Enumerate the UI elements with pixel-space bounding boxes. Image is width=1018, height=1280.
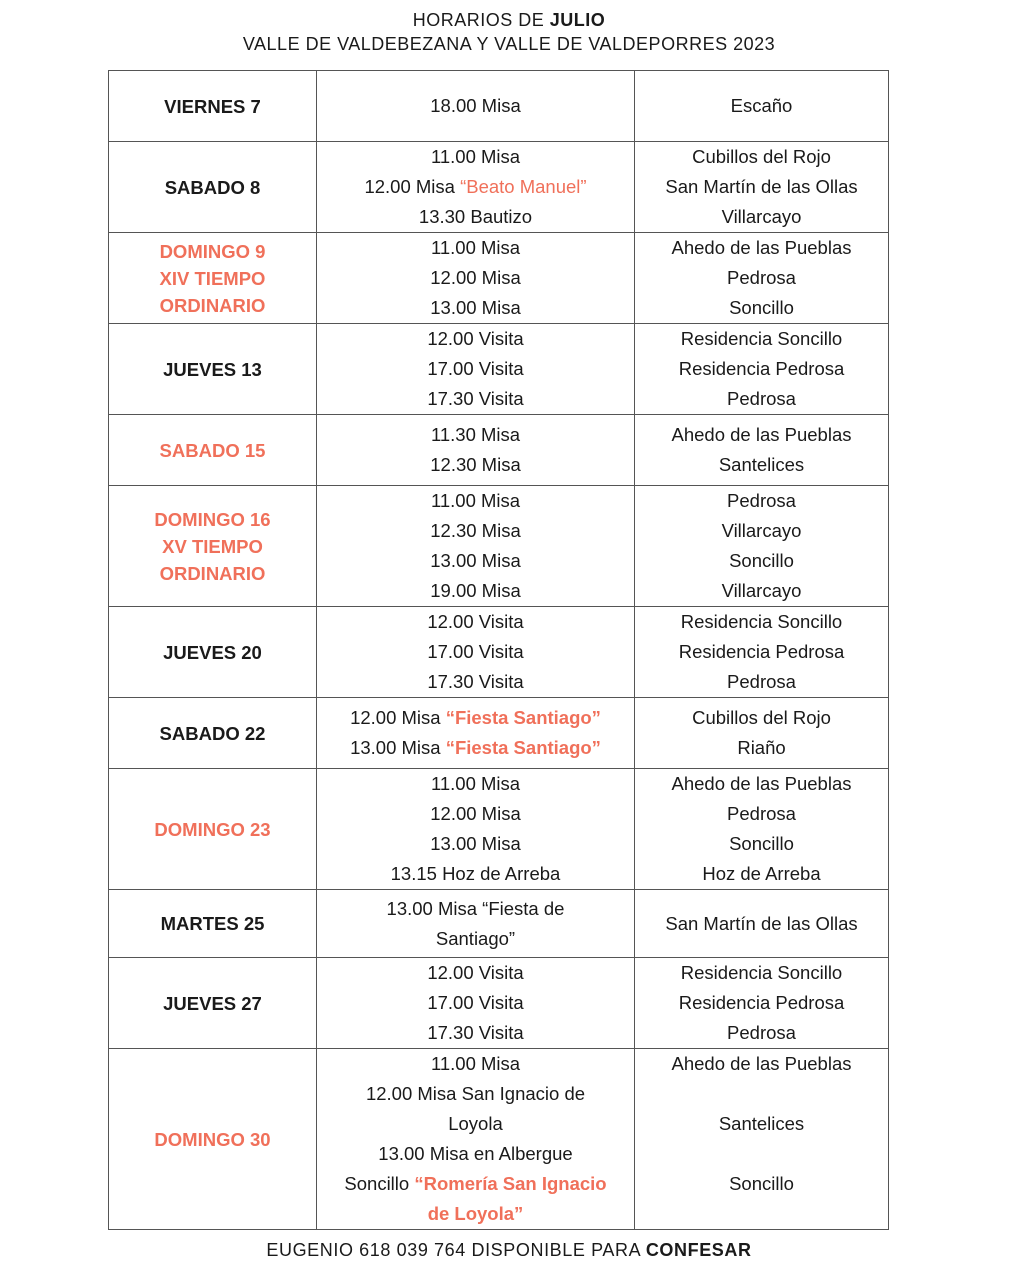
place-entry: Residencia Pedrosa	[678, 641, 845, 662]
place-entry: Pedrosa	[727, 490, 796, 511]
time-entry	[317, 172, 634, 202]
place-entry: Villarcayo	[721, 580, 802, 601]
place-entry: San Martín de las Ollas	[665, 176, 858, 197]
time-entry: 11.00 Misa	[430, 1053, 521, 1074]
day-label: SABADO 8	[164, 176, 261, 198]
time-entry: 13.00 Misa	[430, 550, 521, 571]
place-entry: Ahedo de las Pueblas	[671, 773, 852, 794]
place-entry: Pedrosa	[727, 671, 796, 692]
day-label: JUEVES 13	[163, 358, 262, 380]
place-entry: Pedrosa	[727, 388, 796, 409]
place-entry: Pedrosa	[727, 803, 796, 824]
table-row	[109, 1049, 889, 1230]
table-row	[109, 607, 889, 698]
table-row	[109, 958, 889, 1049]
time-entry	[317, 703, 634, 733]
day-label: DOMINGO 23	[154, 818, 271, 840]
table-row	[109, 71, 889, 142]
time-text: 12.00 Misa	[364, 176, 461, 197]
table-row	[109, 324, 889, 415]
table-row	[109, 486, 889, 607]
day-label: MARTES 25	[160, 913, 265, 934]
time-entry: 12.00 Misa	[430, 267, 521, 288]
time-entry: 11.30 Misa	[430, 424, 521, 445]
day-label: DOMINGO 9	[159, 240, 266, 262]
place-entry: San Martín de las Ollas	[665, 912, 858, 934]
time-entry: 13.00 Misa	[430, 297, 521, 318]
time-entry: 17.00 Visita	[427, 358, 524, 379]
header-line-2: VALLE DE VALDEBEZANA Y VALLE DE VALDEPORRES 2023	[242, 34, 776, 54]
time-entry: 19.00 Misa	[430, 580, 521, 601]
time-entry: 18.00 Misa	[430, 95, 521, 116]
event-highlight: “Fiesta Santiago”	[445, 707, 601, 728]
time-entry: Loyola	[448, 1113, 503, 1134]
event-highlight: “Beato Manuel”	[460, 176, 587, 197]
header-prefix: HORARIOS DE	[412, 10, 550, 30]
time-entry: 12.00 Visita	[427, 962, 524, 983]
table-row	[109, 415, 889, 486]
place-entry: Villarcayo	[721, 206, 802, 227]
event-highlight: de Loyola”	[427, 1203, 524, 1224]
day-label: JUEVES 27	[163, 992, 262, 1014]
time-entry: 12.00 Misa	[430, 803, 521, 824]
time-entry: 12.00 Visita	[427, 328, 524, 349]
time-entry: 11.00 Misa	[430, 773, 521, 794]
day-label: XIV TIEMPO	[159, 267, 266, 289]
event-highlight: “Romería San Ignacio	[414, 1173, 607, 1194]
day-label: XV TIEMPO	[162, 535, 263, 557]
time-entry: 17.00 Visita	[427, 641, 524, 662]
place-entry: Residencia Pedrosa	[678, 992, 845, 1013]
schedule-table	[108, 70, 889, 1230]
time-entry: 17.30 Visita	[427, 671, 524, 692]
place-entry: Soncillo	[729, 833, 794, 854]
footer-contact	[0, 1240, 1018, 1261]
time-entry: 13.00 Misa en Albergue	[378, 1143, 573, 1164]
table-row	[109, 233, 889, 324]
day-label: JUEVES 20	[163, 641, 262, 663]
time-entry: 12.30 Misa	[430, 520, 521, 541]
place-entry: Riaño	[737, 737, 786, 758]
footer-text: EUGENIO 618 039 764 DISPONIBLE PARA	[266, 1240, 646, 1260]
table-row	[109, 142, 889, 233]
time-entry: 17.30 Visita	[427, 388, 524, 409]
day-label: ORDINARIO	[159, 294, 266, 316]
time-text: Soncillo	[344, 1173, 415, 1194]
time-text: 13.00 Misa	[350, 737, 446, 758]
place-entry: Residencia Pedrosa	[678, 358, 845, 379]
time-entry: 13.15 Hoz de Arreba	[390, 863, 561, 884]
day-label: VIERNES 7	[164, 95, 261, 117]
place-entry: Pedrosa	[727, 1022, 796, 1043]
time-entry: 12.00 Visita	[427, 611, 524, 632]
place-entry: Ahedo de las Pueblas	[671, 237, 852, 258]
place-entry: Residencia Soncillo	[680, 328, 843, 349]
header-month: JULIO	[549, 10, 606, 30]
time-entry: 13.00 Misa	[430, 833, 521, 854]
place-entry: Soncillo	[729, 297, 794, 318]
time-entry: 12.00 Misa San Ignacio de	[365, 1083, 586, 1104]
place-entry: Ahedo de las Pueblas	[671, 1053, 852, 1074]
time-entry: 12.30 Misa	[430, 454, 521, 475]
place-entry: Cubillos del Rojo	[692, 146, 831, 167]
place-entry: Hoz de Arreba	[702, 863, 821, 884]
place-entry: Villarcayo	[721, 520, 802, 541]
place-entry: Santelices	[718, 1113, 805, 1134]
day-label: SABADO 15	[159, 439, 266, 461]
event-highlight: “Fiesta Santiago”	[445, 737, 601, 758]
place-entry: Escaño	[730, 95, 793, 116]
time-entry	[317, 733, 634, 763]
time-entry: Santiago”	[435, 927, 516, 949]
place-entry: Residencia Soncillo	[680, 611, 843, 632]
place-entry: Ahedo de las Pueblas	[671, 424, 852, 445]
footer-bold: CONFESAR	[645, 1240, 752, 1260]
table-row	[109, 769, 889, 890]
day-label: DOMINGO 30	[154, 1128, 271, 1150]
header-line-1	[0, 10, 1018, 31]
place-entry: Pedrosa	[727, 267, 796, 288]
time-entry: 13.00 Misa “Fiesta de	[386, 897, 565, 919]
place-entry: Soncillo	[729, 550, 794, 571]
day-label: DOMINGO 16	[154, 508, 271, 530]
time-entry: 17.00 Visita	[427, 992, 524, 1013]
place-entry: Cubillos del Rojo	[692, 707, 831, 728]
time-entry: 11.00 Misa	[430, 237, 521, 258]
time-entry: 17.30 Visita	[427, 1022, 524, 1043]
time-entry: 11.00 Misa	[430, 490, 521, 511]
time-entry	[317, 1169, 634, 1199]
time-entry: 11.00 Misa	[430, 146, 521, 167]
day-label: SABADO 22	[159, 722, 266, 744]
table-row	[109, 698, 889, 769]
time-entry: 13.30 Bautizo	[418, 206, 533, 227]
day-label: ORDINARIO	[159, 562, 266, 584]
place-entry: Santelices	[718, 454, 805, 475]
table-row	[109, 890, 889, 958]
place-entry: Soncillo	[729, 1173, 794, 1194]
place-entry: Residencia Soncillo	[680, 962, 843, 983]
time-text: 12.00 Misa	[350, 707, 446, 728]
